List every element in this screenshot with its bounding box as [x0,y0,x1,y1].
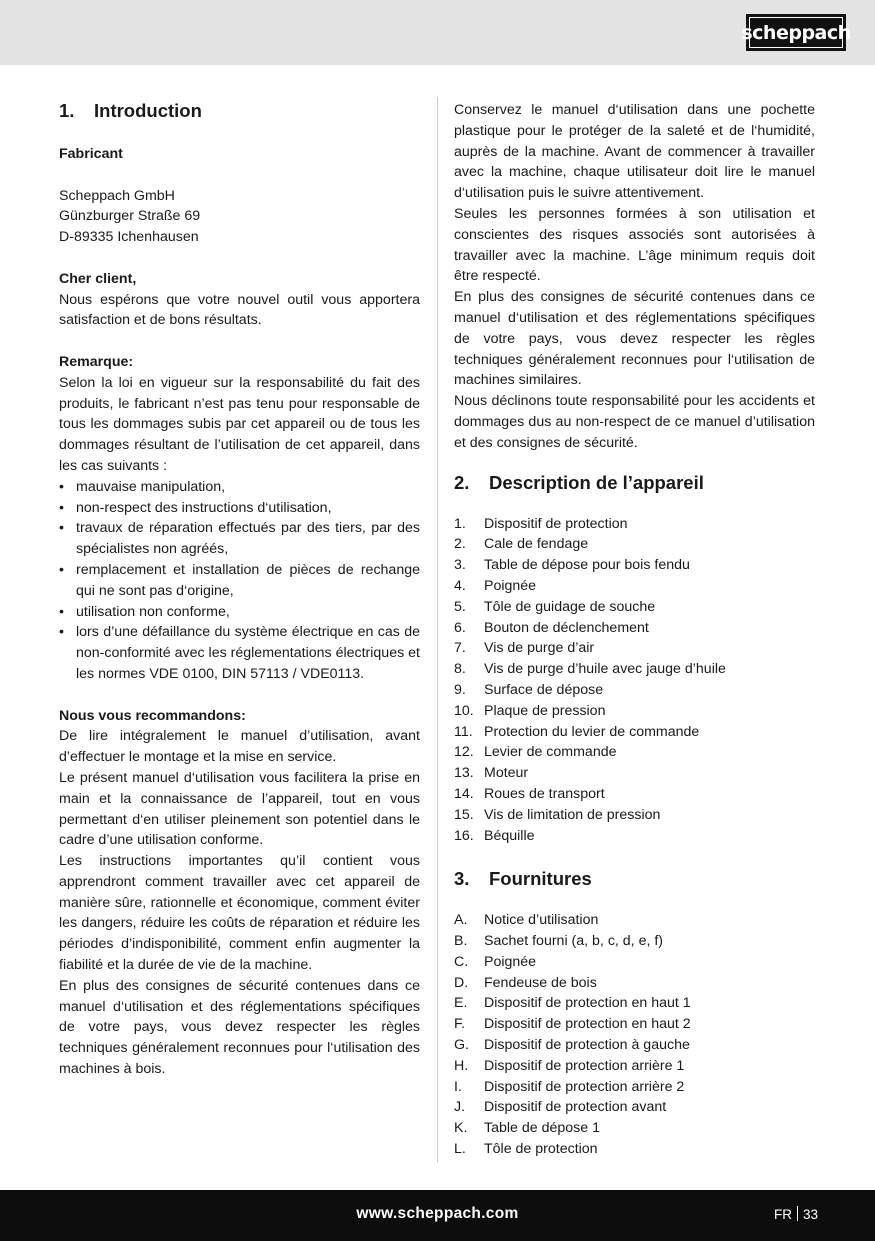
supply-item-text: Sachet fourni (a, b, c, d, e, f) [484,933,664,950]
part-item-text: Dispositif de protection [484,515,628,532]
supply-item-number: L. [454,1141,466,1158]
part-item-number: 3. [454,557,466,574]
supply-item-number: A. [454,912,468,929]
address-line: Günzburger Straße 69 [59,208,201,225]
recommend-paragraph: Les instructions importantes qu’il contient vous apprendront comment travailler avec cet appareil de manière sûre, rationnelle et économique, comment éviter les dangers, réduire les coûts de réparation et réduire les périodes d’indisponibilité, comment enfin augmenter la fiabilité et la durée de vie de la machine. [59,853,420,974]
supply-item [454,1014,815,1035]
part-item [454,576,815,597]
part-item-number: 8. [454,661,466,678]
supply-item [454,952,815,973]
supply-item-number: B. [454,933,468,950]
part-item-text: Béquille [484,827,535,844]
page-number: 33 [802,1207,818,1222]
address-line: Scheppach GmbH [59,187,175,204]
part-item-text: Levier de commande [484,744,617,761]
part-item [454,534,815,555]
supply-item-text: Dispositif de protection arrière 1 [484,1057,685,1074]
bullet-item: • travaux de réparation effectués par des tiers, par des spécialistes non agréés, [59,518,420,560]
recommend-paragraph: De lire intégralement le manuel d’utilisation, avant d’effectuer le montage et la mise en service. [59,728,420,766]
bullet-item: • non-respect des instructions d‘utilisation, [59,498,420,519]
intro-paragraph: Conservez le manuel d‘utilisation dans une pochette plastique pour le protéger de la saleté et de l‘humidité, auprès de la machine. Avant de commencer à travailler avec la machine, chaque utilisateur doit lire le manuel d‘utilisation puis le suivre attentivement. [454,102,815,202]
part-item [454,638,815,659]
client-text: Nous espérons que votre nouvel outil vous apportera satisfaction et de bons résultats. [59,291,420,329]
part-item-number: 6. [454,619,466,636]
bullet-item: • lors d’une défaillance du système électrique en cas de non-conformité avec les réglementations électriques et les normes VDE 0100, DIN 57113 / VDE0113. [59,622,420,684]
header-bar [0,0,875,65]
footer-bar [0,1190,875,1241]
supply-item [454,1077,815,1098]
section-2-heading: 2. Description de l’appareil [454,471,704,493]
supply-item-text: Dispositif de protection en haut 1 [484,995,691,1012]
part-item [454,659,815,680]
address-line: D-89335 Ichenhausen [59,229,199,246]
supply-item [454,1056,815,1077]
part-item-text: Moteur [484,765,529,782]
supplies-list [454,910,815,1160]
part-item-text: Cale de fendage [484,536,589,553]
supply-item-text: Dispositif de protection en haut 2 [484,1016,691,1033]
separator [797,1206,798,1221]
part-item-number: 5. [454,598,466,615]
part-item [454,722,815,743]
part-item-text: Protection du levier de commande [484,723,700,740]
supply-item-text: Fendeuse de bois [484,974,597,991]
intro-paragraph: En plus des consignes de sécurité contenues dans ce manuel d‘utilisation et des réglementations spécifiques de votre pays, vous devez respecter les règles techniques généralement reconnues pour l‘utilisation de machines similaires. [454,289,815,389]
language-code: FR [773,1207,792,1222]
part-item [454,826,815,847]
part-item-text: Table de dépose pour bois fendu [484,557,690,574]
part-item-number: 16. [454,827,474,844]
recommend-paragraph: En plus des consignes de sécurité contenues dans ce manuel d‘utilisation et des réglementations spécifiques de votre pays, vous devez respecter les règles techniques généralement reconnues pour l‘utilisation des machines à bois. [59,977,420,1078]
supply-item-text: Poignée [484,953,537,970]
part-item-number: 1. [454,515,466,532]
supply-item [454,1139,815,1160]
part-item [454,597,815,618]
part-item [454,701,815,722]
part-item-text: Poignée [484,577,537,594]
part-item-text: Vis de limitation de pression [484,806,661,823]
part-item [454,514,815,535]
part-item [454,618,815,639]
supply-item-text: Table de dépose 1 [484,1120,600,1137]
page-indicator [774,1206,818,1222]
part-item-number: 7. [454,640,466,657]
part-item-number: 13. [454,765,474,782]
part-item [454,555,815,576]
part-item-number: 2. [454,536,466,553]
left-column [59,100,420,1080]
part-item-text: Vis de purge d’air [484,640,595,657]
supply-item [454,993,815,1014]
part-item-text: Vis de purge d’huile avec jauge d’huile [484,661,726,678]
supply-item-number: K. [454,1120,468,1137]
supply-item-number: I. [454,1078,462,1095]
right-column [454,100,815,1160]
remark-text: Selon la loi en vigueur sur la responsabilité du fait des produits, le fabricant n’est pas tenu pour responsable de tous les dommages subis par cet appareil ou de tous les dommages résultant de l’utilisation de cet appareil, dans les cas suivants : [59,374,420,474]
part-item-text: Plaque de pression [484,702,606,719]
bullet-item: • utilisation non conforme, [59,602,420,623]
part-item-number: 14. [454,785,474,802]
part-item-number: 4. [454,577,466,594]
intro-paragraph: Nous déclinons toute responsabilité pour les accidents et dommages dus au non-respect de ce manuel d’utilisation et des consignes de sécurité. [454,393,815,451]
part-item-number: 11. [454,723,473,740]
supply-item-text: Dispositif de protection arrière 2 [484,1078,685,1095]
supply-item-text: Dispositif de protection avant [484,1099,667,1116]
part-item-number: 15. [454,806,474,823]
intro-paragraph: Seules les personnes formées à son utilisation et conscientes des risques associés sont autorisées à travailler avec la machine. L’âge minimum requis doit être respecté. [454,205,815,285]
recommend-paragraph: Le présent manuel d‘utilisation vous facilitera la prise en main et la connaissance de l’appareil, tout en vous permettant d‘en utiliser pleinement son potentiel dans le cadre d’une utilisation conforme. [59,769,420,849]
section-3-heading: 3. Fournitures [454,868,592,890]
supply-item-number: G. [454,1037,469,1054]
part-item [454,742,815,763]
section-1-heading: 1. Introduction [59,100,202,121]
part-item-text: Tôle de guidage de souche [484,598,656,615]
remark-bullet-list [59,477,420,685]
part-item-number: 12. [454,744,474,761]
part-item-text: Bouton de déclenchement [484,619,649,636]
part-item [454,784,815,805]
parts-list [454,514,815,847]
website-url[interactable]: www.scheppach.com [356,1205,519,1222]
supply-item-number: H. [454,1057,469,1074]
supply-item [454,931,815,952]
part-item-number: 10. [454,702,474,719]
supply-item-text: Notice d’utilisation [484,912,599,929]
part-item-number: 9. [454,681,466,698]
part-item [454,763,815,784]
column-divider [437,97,438,1163]
supply-item-number: E. [454,995,468,1012]
brand-logo: scheppach [746,14,846,51]
supply-item-number: J. [454,1099,466,1116]
supply-item-number: C. [454,953,469,970]
bullet-item: • remplacement et installation de pièces de rechange qui ne sont pas d‘origine, [59,560,420,602]
supply-item [454,973,815,994]
recommend-label: Nous vous recommandons: [59,707,246,724]
supply-item [454,910,815,931]
supply-item [454,1118,815,1139]
part-item-text: Surface de dépose [484,681,604,698]
part-item-text: Roues de transport [484,785,605,802]
part-item [454,805,815,826]
supply-item-text: Dispositif de protection à gauche [484,1037,690,1054]
supply-item-number: F. [454,1016,466,1033]
supply-item-number: D. [454,974,469,991]
remark-label: Remarque: [59,353,134,370]
supply-item-text: Tôle de protection [484,1141,598,1158]
bullet-item: • mauvaise manipulation, [59,477,420,498]
client-label: Cher client, [59,270,137,287]
fabricant-label: Fabricant [59,146,123,162]
supply-item [454,1035,815,1056]
supply-item [454,1097,815,1118]
part-item [454,680,815,701]
